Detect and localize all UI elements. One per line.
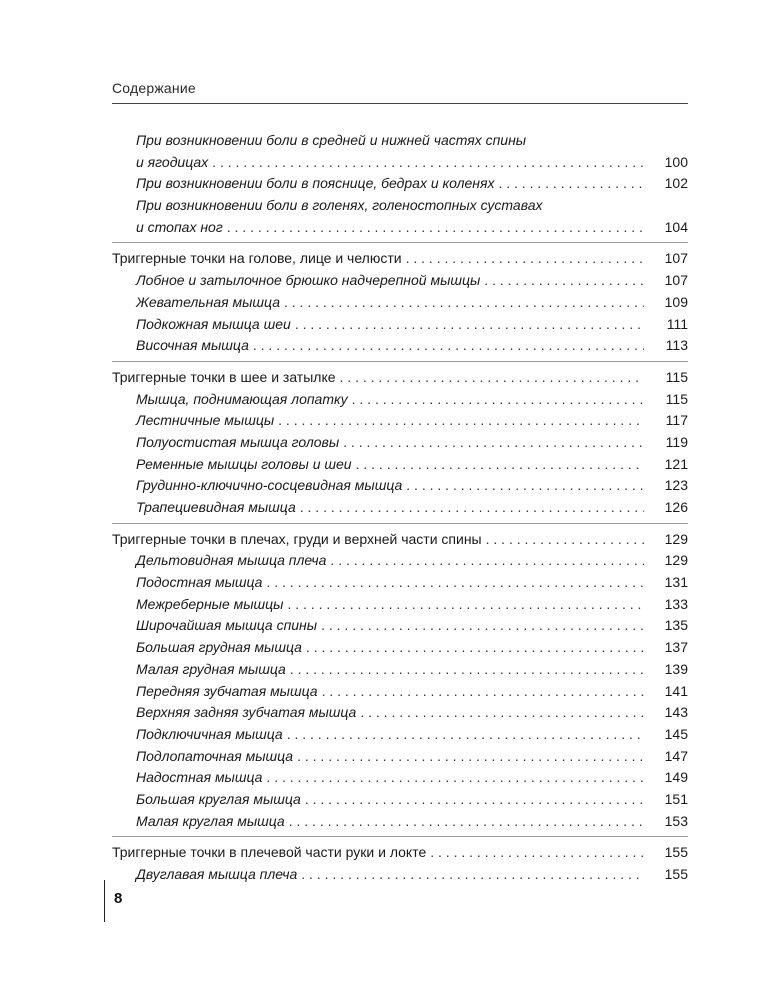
footer-bar bbox=[104, 880, 105, 922]
toc-page-number: 149 bbox=[664, 769, 688, 786]
toc-page-number: 117 bbox=[665, 412, 688, 429]
toc-page-number: 129 bbox=[664, 530, 688, 547]
toc-page-number: 104 bbox=[664, 218, 688, 235]
toc-page-number: 123 bbox=[664, 477, 688, 494]
toc-page-number: 151 bbox=[664, 790, 688, 807]
dot-leader bbox=[297, 746, 644, 768]
dot-leader bbox=[284, 292, 644, 314]
toc-subentry[interactable] bbox=[112, 454, 688, 476]
toc-subentry[interactable] bbox=[112, 637, 688, 659]
dot-leader bbox=[266, 767, 644, 789]
dot-leader bbox=[406, 475, 644, 497]
dot-leader bbox=[360, 702, 644, 724]
toc-subentry[interactable] bbox=[112, 767, 688, 789]
toc-section-entry[interactable] bbox=[112, 529, 688, 551]
toc-subentry[interactable] bbox=[112, 550, 688, 572]
toc-page-number: 115 bbox=[665, 368, 688, 385]
toc-subentry[interactable] bbox=[112, 335, 688, 357]
dot-leader bbox=[289, 811, 644, 833]
dot-leader bbox=[356, 454, 644, 476]
toc-subentry[interactable] bbox=[112, 864, 688, 886]
toc-entry-title: Триггерные точки в плечах, груди и верхней части спины bbox=[112, 530, 482, 547]
toc-page-number: 107 bbox=[664, 250, 688, 267]
toc-page-number: 129 bbox=[664, 552, 688, 569]
table-of-contents bbox=[112, 130, 688, 886]
dot-leader bbox=[253, 335, 644, 357]
toc-subentry[interactable] bbox=[112, 724, 688, 746]
toc-page-number: 121 bbox=[664, 455, 688, 472]
toc-page-number: 147 bbox=[664, 747, 688, 764]
toc-entry-title: Подлопаточная мышца bbox=[136, 747, 294, 764]
toc-page-number: 145 bbox=[664, 725, 688, 742]
dot-leader bbox=[484, 270, 644, 292]
toc-subentry[interactable] bbox=[112, 195, 688, 238]
toc-subentry[interactable] bbox=[112, 389, 688, 411]
toc-entry-title: Большая грудная мышца bbox=[136, 639, 302, 656]
toc-entry-title: Полуостистая мышца головы bbox=[136, 433, 340, 450]
dot-leader bbox=[227, 217, 644, 239]
toc-entry-title: Грудинно-ключично-сосцевидная мышца bbox=[136, 477, 403, 494]
toc-section-entry[interactable] bbox=[112, 842, 688, 864]
toc-entry-title: Подостная мышца bbox=[136, 574, 263, 591]
dot-leader bbox=[306, 637, 644, 659]
toc-page-number: 153 bbox=[664, 812, 688, 829]
toc-entry-title: и стопах ног bbox=[136, 218, 223, 235]
toc-page-number: 143 bbox=[664, 704, 688, 721]
toc-subentry[interactable] bbox=[112, 314, 688, 336]
toc-subentry[interactable] bbox=[112, 746, 688, 768]
toc-page-number: 100 bbox=[664, 153, 688, 170]
page-number: 8 bbox=[114, 890, 123, 907]
toc-subentry[interactable] bbox=[112, 572, 688, 594]
toc-subentry[interactable] bbox=[112, 594, 688, 616]
toc-entry-title: При возникновении боли в пояснице, бедрах и коленях bbox=[136, 175, 495, 192]
running-header: Содержание bbox=[112, 80, 196, 96]
section-divider bbox=[112, 836, 688, 837]
dot-leader bbox=[340, 367, 644, 389]
dot-leader bbox=[278, 410, 644, 432]
toc-entry-title: Надостная мышца bbox=[136, 769, 263, 786]
toc-subentry[interactable] bbox=[112, 615, 688, 637]
toc-entry-title: Трапециевидная мышца bbox=[136, 499, 296, 515]
toc-entry-title: и ягодицах bbox=[136, 153, 209, 170]
toc-subentry[interactable] bbox=[112, 702, 688, 724]
dot-leader bbox=[287, 724, 644, 746]
toc-entry-title: Лестничные мышцы bbox=[136, 412, 275, 429]
toc-subentry[interactable] bbox=[112, 681, 688, 703]
toc-page-number: 155 bbox=[664, 844, 688, 861]
toc-page-number: 119 bbox=[665, 433, 688, 450]
toc-subentry[interactable] bbox=[112, 130, 688, 173]
toc-subentry[interactable] bbox=[112, 659, 688, 681]
toc-page-number: 135 bbox=[664, 617, 688, 634]
dot-leader bbox=[266, 572, 644, 594]
toc-page-number: 109 bbox=[664, 293, 688, 310]
dot-leader bbox=[287, 594, 644, 616]
section-divider bbox=[112, 242, 688, 243]
section-divider bbox=[112, 523, 688, 524]
dot-leader bbox=[343, 432, 644, 454]
toc-page-number: 102 bbox=[664, 175, 688, 192]
dot-leader bbox=[352, 389, 644, 411]
dot-leader bbox=[486, 529, 644, 551]
toc-entry-title: Передняя зубчатая мышца bbox=[136, 682, 318, 699]
toc-entry-title: Триггерные точки в плечевой части руки и локте bbox=[112, 844, 427, 861]
dot-leader bbox=[430, 842, 644, 864]
dot-leader bbox=[330, 550, 644, 572]
toc-entry-title: Большая круглая мышца bbox=[136, 790, 301, 807]
toc-section-entry[interactable] bbox=[112, 248, 688, 270]
toc-entry-title: Ременные мышцы головы и шеи bbox=[136, 455, 352, 472]
section-divider bbox=[112, 361, 688, 362]
toc-entry-title: Жевательная мышца bbox=[136, 293, 280, 310]
toc-entry-title: Верхняя задняя зубчатая мышца bbox=[136, 704, 357, 721]
toc-page-number: 155 bbox=[664, 866, 688, 882]
dot-leader bbox=[300, 497, 644, 519]
toc-page-number: 137 bbox=[664, 639, 688, 656]
toc-entry-title: Подкожная мышца шеи bbox=[136, 315, 291, 332]
toc-subentry[interactable] bbox=[112, 270, 688, 292]
toc-entry-title-line: При возникновении боли в голенях, голеностопных суставах bbox=[136, 197, 543, 214]
toc-page-number: 133 bbox=[664, 595, 688, 612]
toc-entry-title: Височная мышца bbox=[136, 337, 249, 354]
toc-entry-title: Двуглавая мышца плеча bbox=[136, 866, 298, 882]
toc-entry-title: Триггерные точки на голове, лице и челюсти bbox=[112, 250, 402, 267]
toc-page-number: 126 bbox=[664, 499, 688, 515]
dot-leader bbox=[212, 152, 644, 174]
toc-page-number: 131 bbox=[664, 574, 688, 591]
toc-entry-title: Межреберные мышцы bbox=[136, 595, 284, 612]
toc-subentry[interactable] bbox=[112, 475, 688, 497]
toc-entry-title: Лобное и затылочное брюшко надчерепной мышцы bbox=[136, 272, 481, 289]
toc-entry-title: Малая грудная мышца bbox=[136, 660, 286, 677]
toc-page-number: 141 bbox=[664, 682, 688, 699]
toc-subentry[interactable] bbox=[112, 292, 688, 314]
dot-leader bbox=[295, 314, 644, 336]
toc-entry-title: Широчайшая мышца спины bbox=[136, 617, 318, 634]
toc-subentry[interactable] bbox=[112, 410, 688, 432]
dot-leader bbox=[301, 864, 644, 886]
header-rule bbox=[112, 103, 688, 104]
toc-entry-title: Подключичная мышца bbox=[136, 725, 283, 742]
toc-entry-title: Триггерные точки в шее и затылке bbox=[112, 368, 336, 385]
toc-entry-title-line: При возникновении боли в средней и нижней частях спины bbox=[136, 132, 527, 148]
dot-leader bbox=[322, 681, 644, 703]
toc-page-number: 139 bbox=[664, 660, 688, 677]
toc-section-entry[interactable] bbox=[112, 367, 688, 389]
toc-page-number: 115 bbox=[665, 390, 688, 407]
toc-subentry[interactable] bbox=[112, 432, 688, 454]
toc-subentry[interactable] bbox=[112, 811, 688, 833]
dot-leader bbox=[290, 659, 644, 681]
toc-subentry[interactable] bbox=[112, 789, 688, 811]
toc-entry-title: Малая круглая мышца bbox=[136, 812, 285, 829]
toc-subentry[interactable] bbox=[112, 173, 688, 195]
toc-subentry[interactable] bbox=[112, 497, 688, 519]
dot-leader bbox=[498, 173, 644, 195]
toc-page-number: 113 bbox=[665, 337, 688, 354]
toc-page-number: 107 bbox=[664, 272, 688, 289]
toc-page-number: 111 bbox=[666, 315, 688, 332]
toc-entry-title: Дельтовидная мышца плеча bbox=[136, 552, 327, 569]
dot-leader bbox=[406, 248, 644, 270]
toc-entry-title: Мышца, поднимающая лопатку bbox=[136, 390, 348, 407]
dot-leader bbox=[321, 615, 644, 637]
dot-leader bbox=[305, 789, 644, 811]
